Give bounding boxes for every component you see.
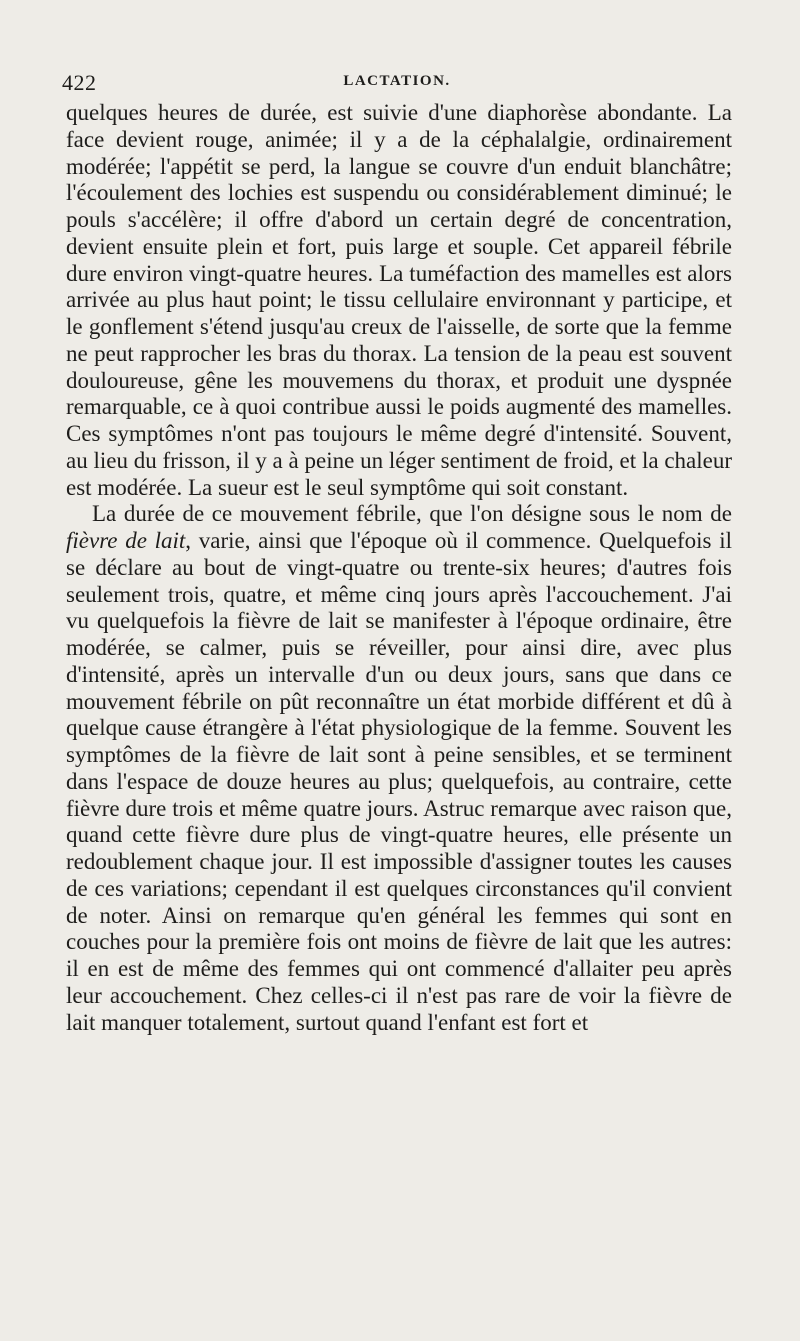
running-title: LACTATION. xyxy=(343,73,451,89)
running-head xyxy=(62,70,732,96)
paragraph-text-start: La durée de ce mouvement fébrile, que l'on désigne sous le nom de xyxy=(92,501,732,527)
page-number: 422 xyxy=(62,70,97,95)
paragraph-continued: quelques heures de durée, est suivie d'une diaphorèse abondante. La face devient rouge, animée; il y a de la céphalalgie, ordinairement modérée; l'appétit se perd, la langue se couvre d'un enduit blanchâtre; l'écoulement des lochies est suspendu ou considérablement diminué; le pouls s'accélère; il offre d'abord un certain degré de concentration, devient ensuite plein et fort, puis large et souple. Cet appareil fébrile dure environ vingt-quatre heures. La tuméfaction des mamelles est alors arrivée au plus haut point; le tissu cellulaire environnant y participe, et le gonflement s'étend jusqu'au creux de l'aisselle, de sorte que la femme ne peut rapprocher les bras du thorax. La tension de la peau est souvent douloureuse, gêne les mouvemens du thorax, et produit une dyspnée remarquable, ce à quoi contribue aussi le poids augmenté des mamelles. Ces symptômes n'ont pas toujours le même degré d'intensité. Souvent, au lieu du frisson, il y a à peine un léger sentiment de froid, et la chaleur est modérée. La sueur est le seul symptôme qui soit constant. xyxy=(66,100,732,500)
paragraph-text-end: , varie, ainsi que l'époque où il commence. Quelquefois il se déclare au bout de vingt-quatre ou trente-six heures; d'autres fois seulement trois, quatre, et même cinq jours après l'accouchement. J'ai vu quelquefois la fièvre de lait se manifester à l'époque ordinaire, être modérée, se calmer, puis se réveiller, pour ainsi dire, avec plus d'intensité, après un intervalle d'un ou deux jours, sans que dans ce mouvement fébrile on pût reconnaître un état morbide différent et dû à quelque cause étrangère à l'état physiologique de la femme. Souvent les symptômes de la fièvre de lait sont à peine sensibles, et se terminent dans l'espace de douze heures au plus; quelquefois, au contraire, cette fièvre dure trois et même quatre jours. Astruc remarque avec raison que, quand cette fièvre dure plus de vingt-quatre heures, elle présente un redoublement chaque jour. Il est impossible d'assigner toutes les causes de ces variations; cependant il est quelques circonstances qu'il convient de noter. Ainsi on remarque qu'en général les femmes qui sont en couches pour la première fois ont moins de fièvre de lait que les autres: il en est de même des femmes qui ont commencé d'allaiter peu après leur accouchement. Chez celles-ci il n'est pas rare de voir la fièvre de lait manquer totalement, surtout quand l'enfant est fort et xyxy=(66,528,732,1035)
body-text xyxy=(66,100,732,1036)
italic-term: fièvre de lait xyxy=(66,528,186,553)
paragraph-fievre-de-lait xyxy=(66,501,732,1036)
